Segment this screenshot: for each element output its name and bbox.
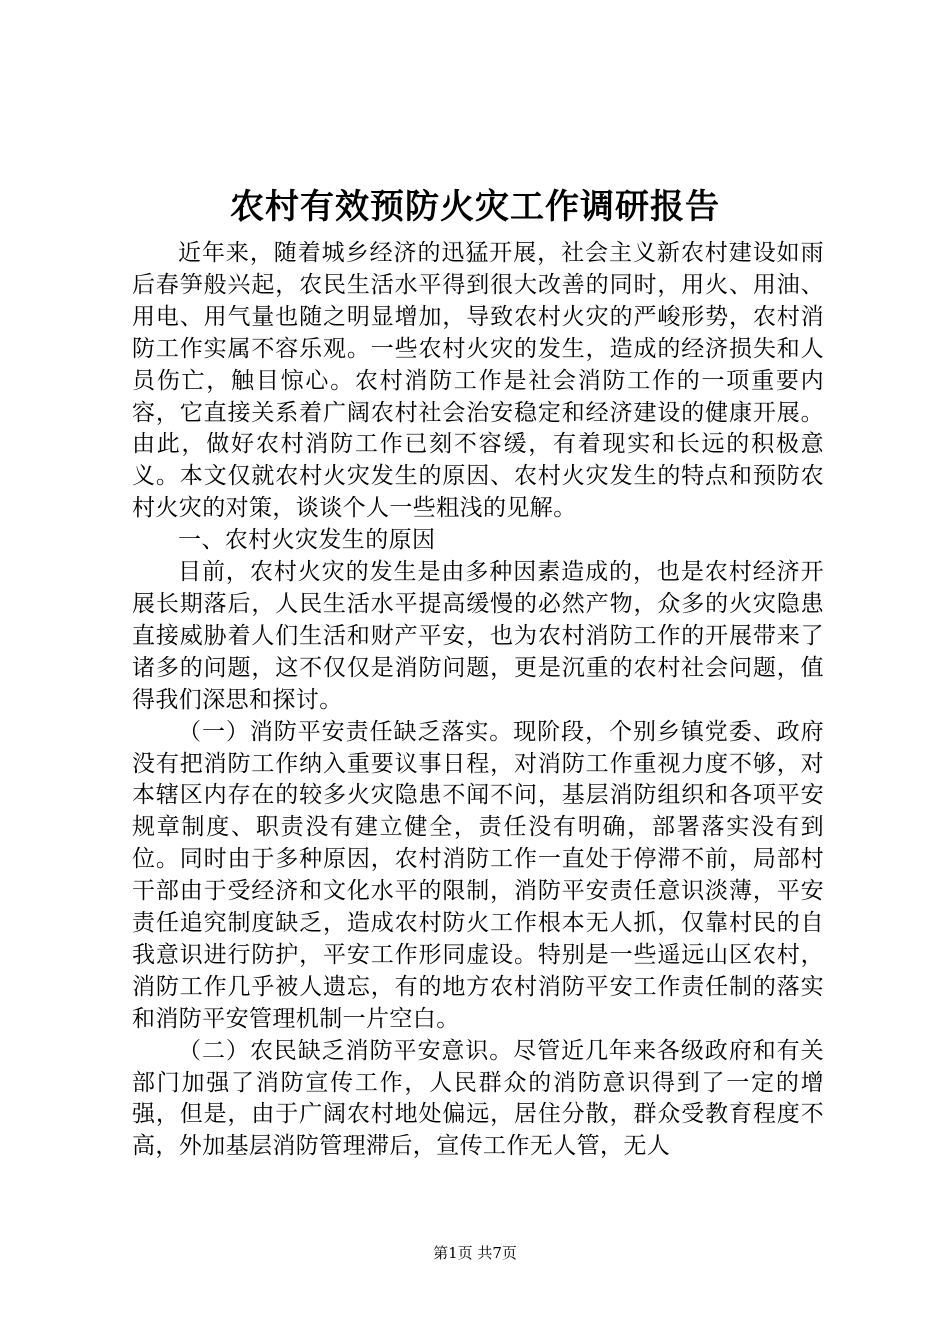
document-title: 农村有效预防火灾工作调研报告: [230, 187, 720, 227]
document-body: [132, 238, 824, 1163]
paragraph-causes-overview: 目前，农村火灾的发生是由多种因素造成的，也是农村经济开展长期落后，人民生活水平提高缓慢的必然产物，众多的火灾隐患直接威胁着人们生活和财产平安，也为农村消防工作的开展带来了诸多的问题，这不仅仅是消防问题，更是沉重的农村社会问题，值得我们深思和探讨。: [132, 559, 824, 713]
section-heading-causes: 一、农村火灾发生的原因: [178, 527, 436, 554]
paragraph-intro: 近年来，随着城乡经济的迅猛开展，社会主义新农村建设如雨后春笋般兴起，农民生活水平得到很大改善的同时，用火、用油、用电、用气量也随之明显增加，导致农村火灾的严峻形势，农村消防工作实属不容乐观。一些农村火灾的发生，造成的经济损失和人员伤亡，触目惊心。农村消防工作是社会消防工作的一项重要内容，它直接关系着广阔农村社会治安稳定和经济建设的健康开展。由此，做好农村消防工作已刻不容缓，有着现实和长远的积极意义。本文仅就农村火灾发生的原因、农村火灾发生的特点和预防农村火灾的对策，谈谈个人一些粗浅的见解。: [132, 240, 824, 522]
paragraph-cause-2: （二）农民缺乏消防平安意识。尽管近几年来各级政府和有关部门加强了消防宣传工作，人民群众的消防意识得到了一定的增强，但是，由于广阔农村地处偏远，居住分散，群众受教育程度不高，外加基层消防管理滞后，宣传工作无人管，无人: [132, 1037, 824, 1160]
page-number-footer: 第1页 共7页: [433, 1244, 517, 1262]
paragraph-cause-1: （一）消防平安责任缺乏落实。现阶段，个别乡镇党委、政府没有把消防工作纳入重要议事日程，对消防工作重视力度不够，对本辖区内存在的较多火灾隐患不闻不问，基层消防组织和各项平安规章制度、职责没有建立健全，责任没有明确，部署落实没有到位。同时由于多种原因，农村消防工作一直处于停滞不前，局部村干部由于受经济和文化水平的限制，消防平安责任意识淡薄，平安责任追究制度缺乏，造成农村防火工作根本无人抓，仅靠村民的自我意识进行防护，平安工作形同虚设。特别是一些遥远山区农村，消防工作几乎被人遗忘，有的地方农村消防平安工作责任制的落实和消防平安管理机制一片空白。: [132, 718, 824, 1032]
